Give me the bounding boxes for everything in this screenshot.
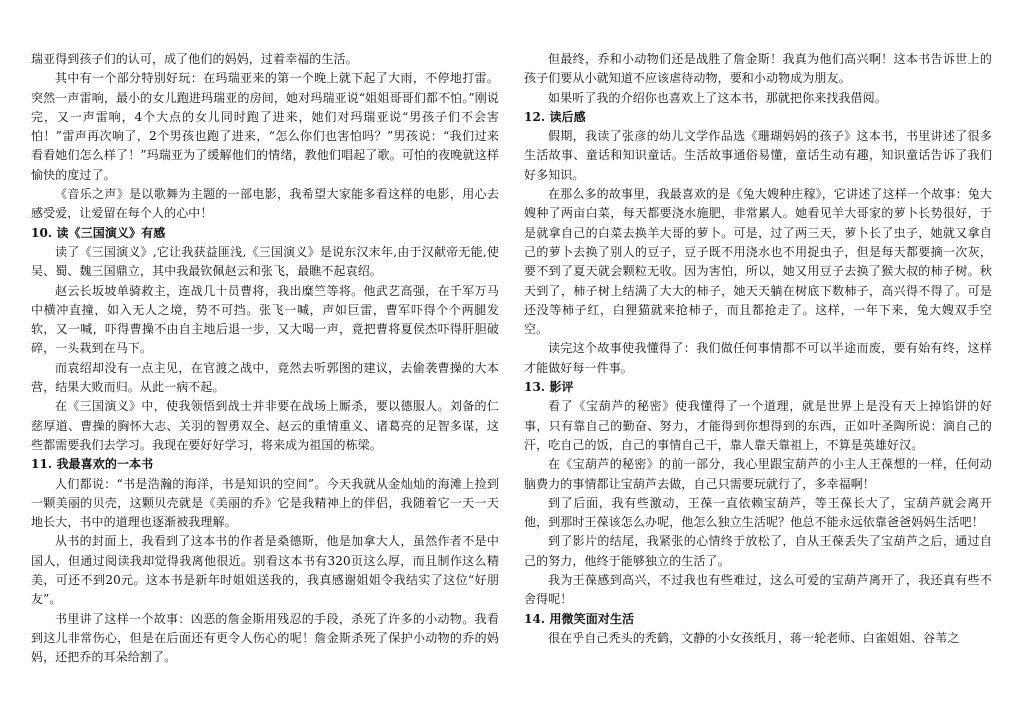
section-heading: 12. 读后感 [524, 109, 586, 124]
section-heading: 13. 影评 [524, 380, 574, 395]
paragraph: 但最终，乔和小动物们还是战胜了詹金斯！我真为他们高兴啊！这本书告诉世上的孩子们要从小就知道不应该虐待动物，要和小动物成为朋友。 [524, 52, 992, 86]
paragraph: 很在乎自己秃头的秃鹤，文静的小女孩纸月，蒋一轮老师、白雀姐姐、谷苇之 [548, 630, 960, 645]
paragraph: 瑞亚得到孩子们的认可，成了他们的妈妈，过着幸福的生活。 [31, 52, 358, 66]
section-heading: 11. 我最喜欢的一本书 [31, 457, 154, 472]
paragraph: 在那么多的故事里，我最喜欢的是《兔大嫂种庄稼》，它讲述了这样一个故事：兔大嫂种了两亩白菜，每天都要浇水施肥，非常累人。她看见羊大哥家的萝卜长势很好，于是就拿自己的白菜去换羊大哥的萝卜。可是，过了两三天，萝卜长了虫子，她就又拿自己的萝卜去换了别人的豆子，豆子既不用浇水也不用捉虫子，但是每天都要摘一次灰，要不到了夏天就会颗粒无收。因为害怕，所以，她又用豆子去换了猴大叔的柿子树。秋天到了，柿子树上结满了大大的柿子，她天天躺在树底下数柿子，高兴得不得了。可是还没等柿子红，白狸猫就来抢柿子，而且都抢走了。这样，一年下来，兔大嫂双手空空。 [524, 187, 992, 337]
paragraph: 在《宝葫芦的秘密》的前一部分，我心里跟宝葫芦的小主人王葆想的一样，任何动脑费力的事情都让宝葫芦去做，自己只需要玩就行了，多幸福啊！ [524, 457, 992, 491]
paragraph: 而袁绍却没有一点主见，在官渡之战中，竟然去听郭图的建议，去偷袭曹操的大本营，结果大败而归。从此一病不起。 [31, 360, 499, 395]
paragraph: 赵云长坂坡单骑救主，连战几十员曹将，我出糜竺等将。他武艺高强，在千军万马中横冲直撞，如入无人之境，势不可挡。张飞一喊，声如巨雷，曹军吓得个个两腿发软，又一喊，吓得曹操不由自主地后退一步，又大喝一声，竟把曹将夏侯杰吓得肝胆破碎，一头栽到在马下。 [31, 283, 499, 356]
right-column [524, 50, 992, 648]
paragraph: 其中有一个部分特别好玩：在玛瑞亚来的第一个晚上就下起了大雨，不停地打雷。突然一声雷响，最小的女儿跑进玛瑞亚的房间，她对玛瑞亚说“姐姐哥哥们都不怕。”刚说完，又一声雷响，4个大点的女儿同时跑了进来，她们对玛瑞亚说“男孩子们不会害怕！”雷声再次响了，2个男孩也跑了进来，“怎么你们也害怕吗？”男孩说：“我们过来看看她们怎么样了！”玛瑞亚为了缓解他们的情绪，教他们唱起了歌。可怕的夜晚就这样愉快的度过了。 [31, 71, 499, 182]
left-column [31, 50, 499, 668]
section-heading: 10. 读《三国演义》有感 [31, 225, 166, 240]
paragraph: 假期，我读了张彦的幼儿文学作品选《珊瑚妈妈的孩子》这本书，书里讲述了很多生活故事、童话和知识童话。生活故事通俗易懂，童话生动有趣，知识童话告诉了我们好多知识。 [524, 129, 992, 182]
paragraph: 到了后面，我有些激动，王葆一直依赖宝葫芦，等王葆长大了，宝葫芦就会离开他，到那时王葆该怎么办呢，他怎么独立生活呢？他总不能永远依靠爸爸妈妈生活吧！ [524, 495, 992, 530]
paragraph: 看了《宝葫芦的秘密》使我懂得了一个道理，就是世界上是没有天上掉馅饼的好事，只有靠自己的勤奋、努力，才能得到你想得到的东西，正如叶圣陶所说：滴自己的汗，吃自己的饭，自己的事情自己干，靠人靠天靠祖上，不算是英雄好汉。 [524, 399, 992, 452]
paragraph: 《音乐之声》是以歌舞为主题的一部电影，我希望大家能多看这样的电影，用心去感受爱，让爱留在每个人的心中！ [31, 187, 499, 221]
paragraph: 读完这个故事使我懂得了：我们做任何事情都不可以半途而废，要有始有终，这样才能做好每一件事。 [524, 341, 992, 375]
paragraph: 从书的封面上，我看到了这本书的作者是桑德斯，他是加拿大人，虽然作者不是中国人，但通过阅读我却觉得我离他很近。别看这本书有320页这么厚，而且制作这么精美，可还不到20元。这本书是新年时姐姐送我的，我真感谢姐姐令我结实了这位“好朋友”。 [31, 534, 499, 607]
paragraph: 读了《三国演义》,它让我获益匪浅,《三国演义》是说东汉末年,由于汉献帝无能,使吴、蜀、魏三国鼎立，其中我最钦佩赵云和张飞，最瞧不起袁绍。 [31, 244, 499, 279]
section-heading: 14. 用微笑面对生活 [524, 611, 635, 626]
paragraph: 如果听了我的介绍你也喜欢上了这本书，那就把你来找我借阅。 [548, 90, 887, 105]
paragraph: 我为王葆感到高兴，不过我也有些难过，这么可爱的宝葫芦离开了，我还真有些不舍得呢！ [524, 573, 992, 607]
paragraph: 在《三国演义》中，使我领悟到战士并非要在战场上厮杀，要以德服人。刘备的仁慈厚道、曹操的胸怀大志、关羽的智勇双全、赵云的重情重义、诸葛亮的足智多谋，这些都需要我们去学习。我现在要好好学习，将来成为祖国的栋梁。 [31, 399, 499, 452]
paragraph: 人们都说：“书是浩瀚的海洋，书是知识的空间”。今天我就从金灿灿的海滩上捡到一颗美丽的贝壳，这颗贝壳就是《美丽的乔》它是我精神上的伴侣，我随着它一天一天地长大，书中的道理也逐渐被我理解。 [31, 476, 499, 530]
paragraph: 到了影片的结尾，我紧张的心情终于放松了，自从王葆丢失了宝葫芦之后，通过自己的努力，他终于能够独立的生活了。 [524, 534, 992, 568]
paragraph: 书里讲了这样一个故事：凶恶的詹金斯用残忍的手段，杀死了许多的小动物。我看到这儿非常伤心，但是在后面还有更令人伤心的呢！詹金斯杀死了保护小动物的乔的妈妈，还把乔的耳朵给割了。 [31, 611, 499, 665]
